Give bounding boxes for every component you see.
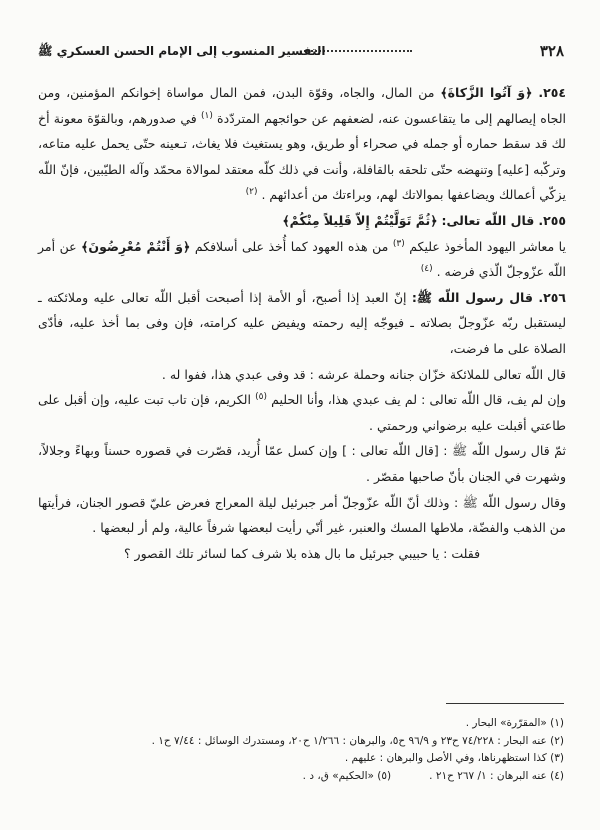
paragraph-heading: قال رسول اللّه ﷺ: bbox=[411, 289, 533, 305]
page-header bbox=[36, 42, 564, 64]
paragraph bbox=[38, 490, 566, 541]
paragraph-256 bbox=[38, 285, 566, 362]
footnote: (٤) عنه البرهان : ١/ ٢٦٧ ح٢١ . bbox=[429, 769, 564, 782]
footnote-ref: (٣) bbox=[392, 238, 405, 249]
paragraph-number: ٢٥٥. bbox=[538, 212, 566, 228]
main-text bbox=[38, 80, 566, 566]
paragraph bbox=[38, 438, 566, 489]
footnote-row bbox=[38, 768, 564, 786]
paragraph-255 bbox=[38, 208, 566, 234]
paragraph-text: الكريم، فإن تاب تبت عليه، وإن أقبل على طاعتي أقبلت عليه برضواني ورحمتي . bbox=[38, 392, 566, 433]
footnote-ref: (٤) bbox=[420, 264, 433, 274]
paragraph-text: في صدورهم، وبالقوّة معونة أخ لك قد سقط حماره أو جمله في صحراء أو طريق، وهو يستغيث فلا يغاث، تـعينه حتّى يحمل عليه متاعه، وتركّبه [عليه] وتنهضه حتّى تلحقه بالقافلة، وأنت في ذلك كلّه معتقد لموالاة محمّد وآله الطيّبين، فإنّ اللّه يزكّي أعمالك ويضاعفها بموالاتك لهم، وبراءتك من أعدائهم . bbox=[38, 110, 566, 203]
paragraph-text: من هذه العهود كما أُخذ على أسلافكم bbox=[194, 238, 389, 254]
paragraph bbox=[38, 362, 566, 388]
quran-verse: ﴿ثُمَّ تَوَلَّيْتُمْ إِلاّ قَلِيلاً مِنْكُمْ﴾ bbox=[282, 212, 438, 228]
paragraph-number: ٢٥٤. bbox=[538, 85, 566, 100]
paragraph bbox=[38, 387, 566, 438]
paragraph-text: وإن لم يف، قال اللّه تعالى : لم يف عبدي هذا، وأنا الحليم bbox=[271, 392, 567, 408]
page-number: ٣٢٨ bbox=[539, 42, 564, 60]
paragraph-text: فقلت : يا حبيبي جبرئيل ما بال هذه بلا شرف كما لسائر تلك القصور ؟ bbox=[123, 545, 481, 561]
footnote: (٢) عنه البحار : ٧٤/٢٢٨ ح٢٣ و ٩٦/٩ ح٥، والبرهان : ١/٢٦٦ ح٢٠، ومستدرك الوسائل : ٧/٤٤ ح١ . bbox=[151, 734, 564, 747]
paragraph-text: من المال، والجاه، وقوّة البدن، فمن المال مواساة إخوانكم المؤمنين، ومن الجاه إيصالهم إلى ما يتقاعسون عنه، لضعفهم عن حوائجهم المتردّدة bbox=[38, 85, 566, 126]
footnote-ref: (١) bbox=[200, 110, 213, 121]
footnote-ref: (٥) bbox=[255, 391, 267, 402]
paragraph-number: ٢٥٦. bbox=[538, 289, 566, 305]
paragraph-text: إنّ العبد إذا أصبح، أو الأمة إذا أصبحت أقبل اللّه تعالى عليه وملائكته ـ ليستقبل ربّه عزّوجلّ بصلاته ـ فيوجّه إليه رحمته ويفيض عليه كرامته، فإن وفى بما أخذ عليه، فأدّى الصلاة على ما فرضت، bbox=[38, 289, 566, 356]
footnote: (٣) كذا استظهرناها، وفي الأصل والبرهان : عليهم . bbox=[344, 752, 564, 764]
paragraph-254 bbox=[38, 80, 566, 208]
paragraph bbox=[38, 541, 566, 567]
paragraph-text: يا معاشر اليهود المأخوذ عليكم bbox=[409, 238, 566, 254]
footnote-separator bbox=[446, 703, 564, 704]
paragraph-text: ثمّ قال رسول اللّه ﷺ : [قال اللّه تعالى : ] وإن كسل عمّا أُريد، قصّرت في قصوره حسناً وبهاءً وجلالاً، وشهرت في الجنان بأنّ صاحبها مقصّر . bbox=[38, 443, 566, 484]
paragraph-heading: قال اللّه تعالى: bbox=[441, 212, 535, 228]
quran-verse: ﴿وَ أَنْتُمْ مُعْرِضُونَ﴾ bbox=[81, 238, 191, 254]
footnotes bbox=[38, 715, 564, 785]
paragraph-text: قال اللّه تعالى للملائكة خزّان جنانه وحملة عرشه : قد وفى عبدي هذا، ففوا له . bbox=[161, 366, 566, 382]
quran-verse: ﴿وَ آتُوا الزَّكاةَ﴾ bbox=[440, 85, 533, 100]
paragraph-255-body bbox=[38, 234, 566, 285]
paragraph-text: عن أمر اللّه عزّوجلّ الّذي فرضه . bbox=[38, 238, 566, 280]
footnote: (١) «المقرّرة» البحار . bbox=[465, 717, 564, 729]
running-title: التفسير المنسوب إلى الإمام الحسن العسكري ﷺ bbox=[38, 44, 326, 58]
footnote-ref: (٢) bbox=[245, 187, 258, 198]
paragraph-text: وقال رسول اللّه ﷺ : وذلك أنّ اللّه عزّوجلّ أمر جبرئيل ليلة المعراج فعرض عليّ قصور الجنان، فرأيتها من الذهب والفضّة، ملاطها المسك والعنبر، غير أنّي رأيت لبعضها شرفاً عالية، ولم أر لبعضها . bbox=[38, 494, 566, 536]
footnote: (٥) «الحكيم» ق، د . bbox=[302, 769, 392, 782]
